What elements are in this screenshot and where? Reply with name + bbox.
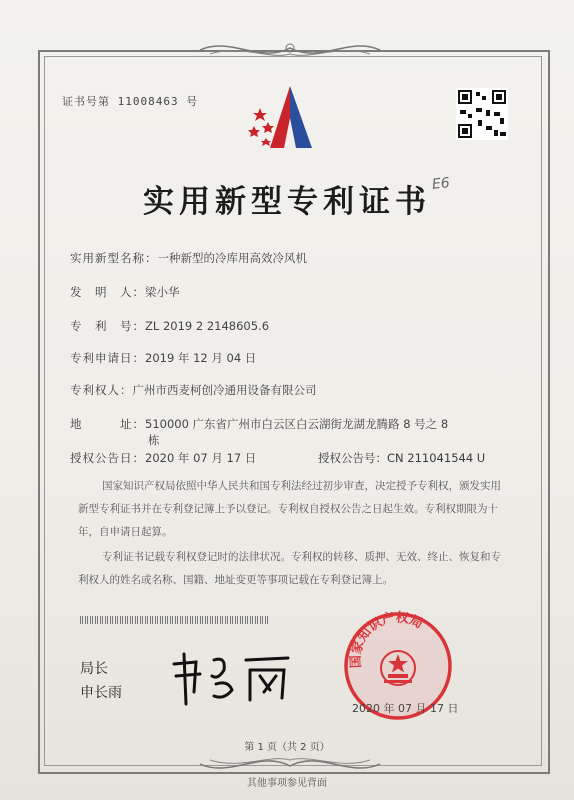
field-value: ZL 2019 2 2148605.6 bbox=[145, 319, 270, 333]
cert-no-suffix: 号 bbox=[186, 95, 199, 108]
field-label: 授权公告号： bbox=[318, 451, 387, 465]
field-inventor bbox=[70, 284, 180, 300]
field-patent-holder bbox=[70, 382, 317, 398]
paragraph-line: 国家知识产权局依照中华人民共和国专利法经过初步审查，决定授予专利权，颁发实用 bbox=[102, 480, 501, 492]
field-filing-date bbox=[70, 350, 256, 366]
page-number: 第 1 页（共 2 页） bbox=[244, 742, 330, 753]
field-patent-number bbox=[70, 318, 269, 334]
paragraph-line: 利权人的姓名或名称、国籍、地址变更等事项记载在专利登记簿上。 bbox=[78, 574, 393, 586]
paragraph-line: 专利证书记载专利权登记时的法律状况。专利权的转移、质押、无效、终止、恢复和专 bbox=[102, 551, 501, 563]
cnipa-emblem-icon bbox=[246, 78, 326, 158]
field-label: 地 址： bbox=[70, 417, 145, 431]
field-label: 实用新型名称： bbox=[70, 251, 158, 265]
field-address bbox=[70, 416, 448, 432]
director-signature bbox=[166, 650, 296, 706]
field-label: 发 明 人： bbox=[70, 285, 145, 299]
field-value: 广州市西麦柯创冷通用设备有限公司 bbox=[132, 383, 317, 397]
paragraph-grant bbox=[78, 475, 508, 544]
director-name: 申长雨 bbox=[80, 685, 122, 701]
barcode bbox=[80, 616, 270, 624]
field-value: 栋 bbox=[148, 433, 160, 447]
field-value: 梁小华 bbox=[145, 285, 180, 299]
seal-text: 国家知识产权局 bbox=[348, 610, 426, 669]
cert-no-value: 11008463 bbox=[117, 95, 179, 108]
paragraph-register bbox=[78, 546, 508, 592]
field-grant-date bbox=[70, 450, 256, 466]
field-value: 2019 年 12 月 04 日 bbox=[145, 351, 257, 365]
seal-date: 2020 年 07 月 17 日 bbox=[352, 702, 459, 715]
top-ornament bbox=[190, 36, 390, 62]
paragraph-line: 年，自申请日起算。 bbox=[78, 526, 173, 538]
handwritten-note: E6 bbox=[431, 175, 451, 193]
field-value: 一种新型的冷库用高效冷风机 bbox=[157, 251, 307, 265]
director-title: 局长 bbox=[80, 661, 108, 677]
field-label: 专 利 号： bbox=[70, 319, 145, 333]
field-value: 510000 广东省广州市白云区白云湖街龙湖龙腾路 8 号之 8 bbox=[145, 417, 449, 431]
cert-no-label: 证书号第 bbox=[62, 95, 110, 108]
footer-note: 其他事项参见背面 bbox=[247, 778, 327, 789]
field-grant-publication-number bbox=[318, 450, 485, 466]
field-label: 专利权人： bbox=[70, 383, 133, 397]
field-label: 授权公告日： bbox=[70, 451, 145, 465]
paragraph-line: 新型专利证书并在专利登记簿上予以登记。专利权自授权公告之日起生效。专利权期限为十 bbox=[78, 503, 498, 515]
field-label: 专利申请日： bbox=[70, 351, 145, 365]
certificate-title: 实用新型专利证书 bbox=[143, 184, 431, 220]
qr-code-icon bbox=[456, 88, 508, 140]
field-value: CN 211041544 U bbox=[387, 451, 486, 465]
field-address-cont bbox=[148, 432, 160, 448]
certificate-number bbox=[62, 93, 198, 109]
field-utility-model-name bbox=[70, 250, 307, 266]
field-value: 2020 年 07 月 17 日 bbox=[145, 451, 257, 465]
